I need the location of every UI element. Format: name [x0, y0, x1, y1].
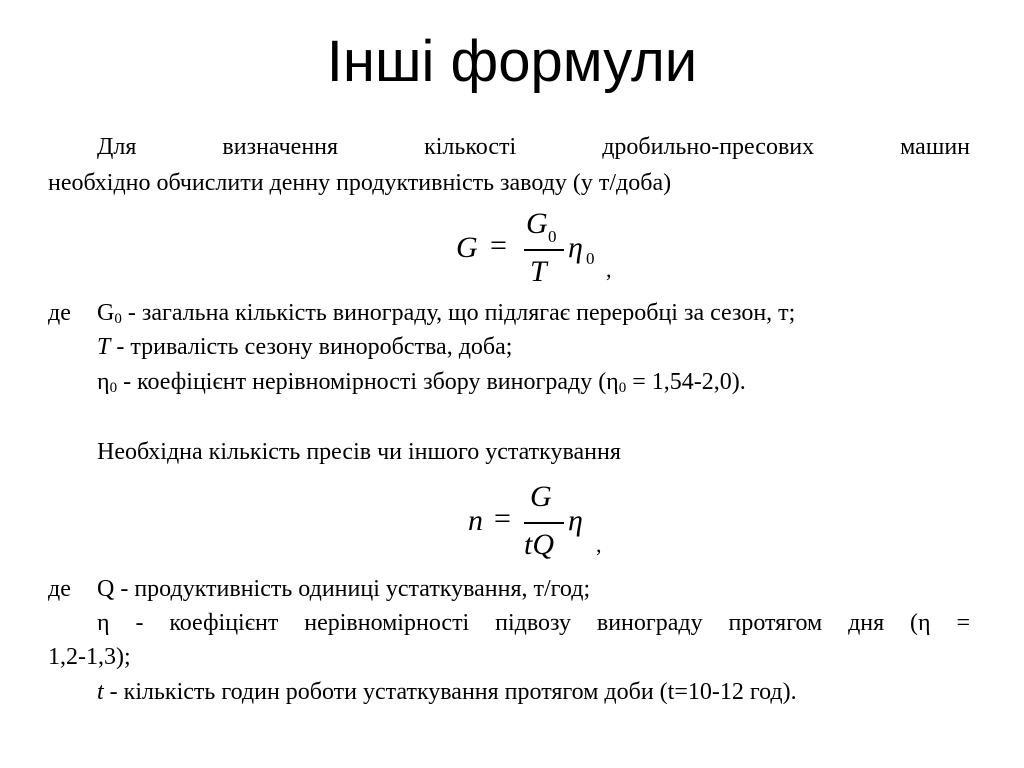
- where1-t: [97, 332, 512, 362]
- eta-word: винограду: [596, 610, 703, 636]
- formula-daily-productivity: [450, 205, 630, 295]
- slide-title: Інші формули: [326, 29, 698, 94]
- formula1-numerator-subscript: 0: [548, 227, 557, 246]
- eta-word: (η: [910, 610, 931, 636]
- formula2-eta: η: [568, 504, 583, 537]
- intro-line-2: необхідно обчислити денну продуктивність заводу (у т/доба): [48, 170, 672, 196]
- q-description: Q - продуктивність одиниці устаткування, т/год;: [97, 576, 591, 602]
- eta0-range: = 1,54-2,0).: [626, 369, 746, 395]
- formula2-fraction-bar: [524, 522, 564, 524]
- formula2-comma: ,: [596, 532, 602, 557]
- formula1-numerator: G: [526, 207, 548, 240]
- t-symbol: T: [97, 334, 111, 360]
- g0-symbol: G: [97, 300, 115, 326]
- t-description: - тривалість сезону виноробства, доба;: [110, 334, 513, 360]
- where2-t: [97, 677, 797, 707]
- eta-word: =: [956, 610, 970, 636]
- formula2-denominator: tQ: [524, 528, 554, 561]
- intro-word: дробильно-пресових: [602, 134, 815, 160]
- t-hours-symbol: t: [97, 679, 104, 705]
- t-hours-description: - кількість годин роботи устаткування протягом доби (t=10-12 год).: [103, 679, 797, 705]
- eta0-symbol: η: [97, 369, 110, 395]
- intro-word: Для: [97, 134, 137, 160]
- eta-word: дня: [848, 610, 885, 636]
- eta0-subscript: 0: [109, 380, 118, 396]
- eta0-inline-subscript: 0: [618, 380, 627, 396]
- where2-eta-line-2: 1,2-1,3);: [48, 644, 131, 670]
- eta-word: коефіцієнт: [169, 610, 279, 636]
- formula1-eta: η: [568, 231, 583, 264]
- g0-description: - загальна кількість винограду, що підлягає переробці за сезон, т;: [121, 300, 796, 326]
- eta-word: підвозу: [495, 610, 571, 636]
- eta-word: η: [97, 610, 110, 636]
- formula-equipment-count: [460, 478, 620, 568]
- formula2-numerator: G: [530, 480, 552, 513]
- formula1-denominator: T: [530, 255, 547, 288]
- where2-de-label: де: [48, 576, 71, 602]
- where2-eta-line-1: [97, 608, 970, 638]
- intro-word: кількості: [424, 134, 517, 160]
- intro-line-1: [97, 132, 970, 162]
- formula1-eta-subscript: 0: [586, 249, 595, 268]
- where1-g0: [48, 298, 795, 328]
- intro-word: машин: [900, 134, 970, 160]
- intro-word: визначення: [222, 134, 339, 160]
- eta-word: нерівномірності: [304, 610, 470, 636]
- formula2-equals: =: [494, 502, 511, 535]
- eta0-description: - коефіцієнт нерівномірності збору винограду (η: [117, 369, 619, 395]
- formula1-comma: ,: [606, 257, 612, 282]
- eta-word: -: [135, 610, 144, 636]
- formula1-fraction-bar: [524, 249, 564, 251]
- formula2-lhs: n: [468, 504, 483, 537]
- formula1-lhs: G: [456, 231, 478, 264]
- where2-q: [48, 574, 590, 604]
- where1-de-label: де: [48, 300, 71, 326]
- formula1-equals: =: [490, 229, 507, 262]
- g0-subscript: 0: [114, 311, 122, 327]
- where1-eta0: [97, 367, 746, 397]
- intro2-line: Необхідна кількість пресів чи іншого устаткування: [97, 439, 621, 465]
- eta-word: протягом: [728, 610, 823, 636]
